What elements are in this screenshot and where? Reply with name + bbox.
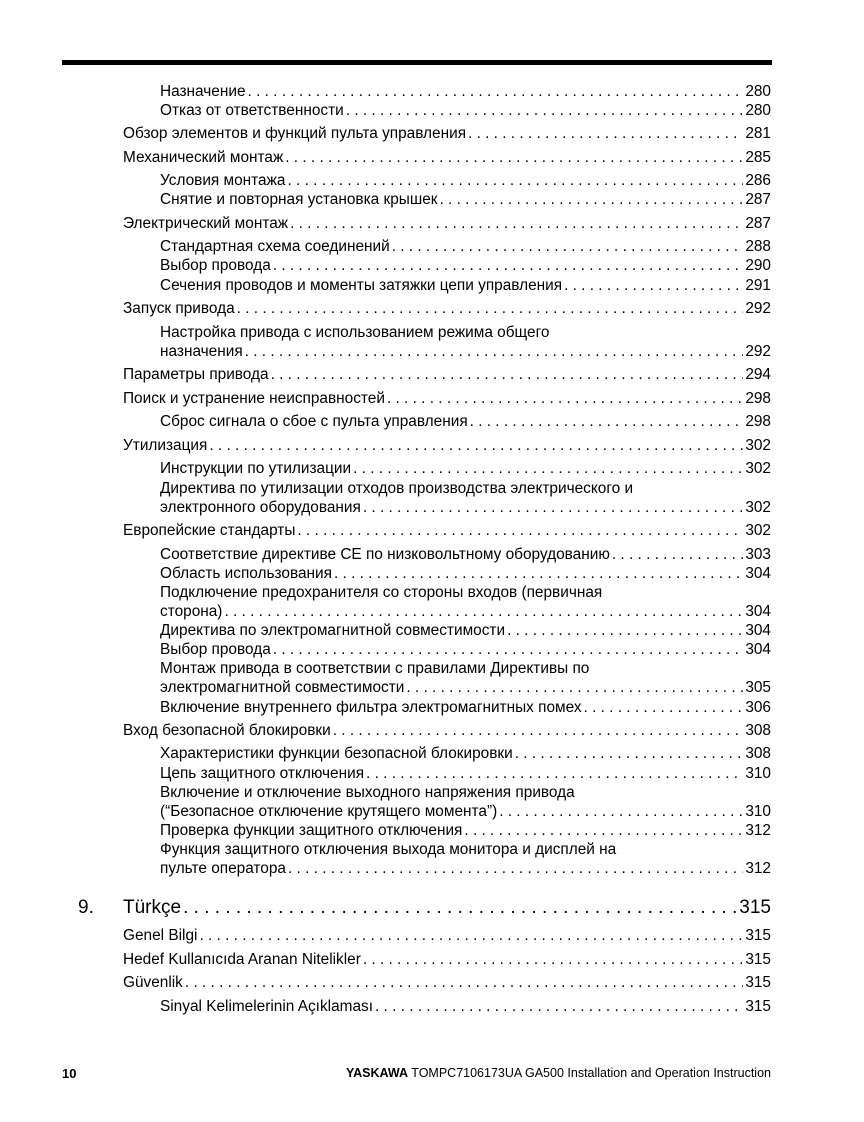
toc-entry[interactable] [123, 521, 771, 540]
toc-entry-title: Вход безопасной блокировки [123, 722, 331, 739]
toc-entry-title: Sinyal Kelimelerinin Açıklaması [160, 998, 373, 1015]
toc-entry-title: Директива по электромагнитной совместимости [160, 622, 506, 639]
toc-entry-page: 290 [745, 257, 771, 274]
chapter-title: Türkçe [123, 897, 182, 918]
toc-entry[interactable] [160, 237, 771, 256]
toc-entry-page: 302 [745, 522, 771, 539]
toc-entry-page: 308 [745, 722, 771, 739]
toc-entry[interactable] [160, 602, 771, 621]
toc-entry-page: 291 [745, 277, 771, 294]
toc-entry-page: 292 [745, 343, 771, 360]
top-rule [62, 60, 772, 65]
toc-entry[interactable] [160, 276, 771, 295]
toc-entry-title: Поиск и устранение неисправностей [123, 390, 385, 407]
toc-entry-page: 298 [745, 413, 771, 430]
toc-entry-page: 280 [745, 83, 771, 100]
toc-entry-title: Электрический монтаж [123, 215, 289, 232]
chapter-heading[interactable] [78, 896, 771, 919]
toc-entry[interactable] [160, 545, 771, 564]
toc-entry[interactable] [160, 764, 771, 783]
toc-entry-page: 315 [745, 998, 771, 1015]
toc-entry[interactable] [123, 148, 771, 167]
toc-entry[interactable] [160, 640, 771, 659]
toc-entry[interactable] [123, 721, 771, 740]
toc-entry-page: 302 [745, 460, 771, 477]
toc-entry-page: 312 [745, 860, 771, 877]
toc-entry-page: 304 [745, 603, 771, 620]
toc-entry-title: Запуск привода [123, 300, 235, 317]
toc-entry-title: Сброс сигнала о сбое с пульта управления [160, 413, 468, 430]
toc-entry-title: Характеристики функции безопасной блокировки [160, 745, 513, 762]
toc-entry-title: Выбор провода [160, 641, 271, 658]
toc-entry-page: 286 [745, 172, 771, 189]
toc-entry[interactable] [160, 101, 771, 120]
toc-entry[interactable] [160, 698, 771, 717]
toc-entry-page: 303 [745, 546, 771, 563]
toc-entry[interactable] [123, 299, 771, 318]
toc-entry-page: 305 [745, 679, 771, 696]
toc-entry[interactable] [123, 973, 771, 992]
toc-entry[interactable] [160, 821, 771, 840]
toc-entry-title: электромагнитной совместимости [160, 679, 405, 696]
toc-entry-title: Отказ от ответственности [160, 102, 344, 119]
toc-entry[interactable] [160, 82, 771, 101]
toc-entry[interactable] [123, 950, 771, 969]
toc-entry-page: 310 [745, 765, 771, 782]
toc-entry[interactable] [160, 859, 771, 878]
toc-entry-page: 304 [745, 641, 771, 658]
toc-entry-page: 315 [745, 927, 771, 944]
toc-entry-title: Сечения проводов и моменты затяжки цепи управления [160, 277, 563, 294]
toc-entry-title: Область использования [160, 565, 332, 582]
toc-entry-title: назначения [160, 343, 243, 360]
chapter-page: 315 [739, 897, 771, 918]
toc-entry-page: 315 [745, 951, 771, 968]
toc-entry-page: 302 [745, 437, 771, 454]
footer-page-number: 10 [62, 1066, 77, 1081]
footer-doc: TOMPC7106173UA GA500 Installation and Operation Instruction [411, 1066, 771, 1080]
toc-entry[interactable] [123, 124, 771, 143]
toc-entry-page: 288 [745, 238, 771, 255]
toc-entry-title: Hedef Kullanıcıda Aranan Nitelikler [123, 951, 361, 968]
toc-entry-page: 304 [745, 622, 771, 639]
toc-entry-title: Условия монтажа [160, 172, 286, 189]
toc-entry[interactable] [123, 436, 771, 455]
toc-entry[interactable] [160, 997, 771, 1016]
toc-entry[interactable] [160, 678, 771, 697]
toc-entry[interactable] [123, 214, 771, 233]
toc-entry-title: пульте оператора [160, 860, 286, 877]
toc-entry-title: Назначение [160, 83, 246, 100]
toc-entry-title-line1: Директива по утилизации отходов производства электрического и [160, 480, 634, 497]
toc-entry[interactable] [160, 564, 771, 583]
toc-entry-title: Механический монтаж [123, 149, 284, 166]
toc-entry-title: Проверка функции защитного отключения [160, 822, 463, 839]
toc-entry-title-line1: Включение и отключение выходного напряжения привода [160, 784, 575, 801]
toc-entry[interactable] [160, 621, 771, 640]
toc-entry-title: Genel Bilgi [123, 927, 198, 944]
toc-entry[interactable] [160, 498, 771, 517]
toc-entry-title: электронного оборудования [160, 499, 361, 516]
toc-entry[interactable] [160, 342, 771, 361]
toc-entry-title: Стандартная схема соединений [160, 238, 390, 255]
toc-entry[interactable] [123, 365, 771, 384]
toc-entry-page: 308 [745, 745, 771, 762]
toc-entry-title: Выбор провода [160, 257, 271, 274]
toc-entry-page: 298 [745, 390, 771, 407]
toc-entry-title: Европейские стандарты [123, 522, 296, 539]
toc-entry-page: 294 [745, 366, 771, 383]
toc-entry-page: 302 [745, 499, 771, 516]
toc-entry[interactable] [123, 389, 771, 408]
toc-entry[interactable] [160, 190, 771, 209]
toc-entry[interactable] [160, 171, 771, 190]
toc-entry[interactable] [160, 744, 771, 763]
toc-entry[interactable] [160, 412, 771, 431]
toc-entry-page: 306 [745, 699, 771, 716]
toc-entry[interactable] [123, 926, 771, 945]
footer-document-title [346, 1066, 771, 1080]
toc-entry-page: 315 [745, 974, 771, 991]
toc-entry-page: 281 [745, 125, 771, 142]
toc-entry-page: 287 [745, 215, 771, 232]
toc-entry-title: Соответствие директиве CE по низковольтному оборудованию [160, 546, 610, 563]
toc-entry-title-line1: Подключение предохранителя со стороны входов (первичная [160, 584, 603, 601]
toc-entry-page: 304 [745, 565, 771, 582]
toc-entry-title: Инструкции по утилизации [160, 460, 352, 477]
toc-entry-title-line1: Монтаж привода в соответствии с правилами Директивы по [160, 660, 590, 677]
toc-entry-page: 285 [745, 149, 771, 166]
toc-entry-page: 292 [745, 300, 771, 317]
toc-entry-title-line1: Настройка привода с использованием режима общего [160, 324, 550, 341]
chapter-number: 9. [78, 897, 94, 918]
toc-entry-page: 287 [745, 191, 771, 208]
footer-brand: YASKAWA [345, 1066, 409, 1080]
toc-entry-title: Обзор элементов и функций пульта управления [123, 125, 467, 142]
toc-entry-title: Параметры привода [123, 366, 269, 383]
toc-entry[interactable] [160, 802, 771, 821]
toc-entry-title: сторона) [160, 603, 223, 620]
toc-entry-title: Включение внутреннего фильтра электромагнитных помех [160, 699, 582, 716]
toc-entry[interactable] [160, 256, 771, 275]
toc-entry-page: 280 [745, 102, 771, 119]
toc-entry-title: Снятие и повторная установка крышек [160, 191, 438, 208]
toc-entry-title: Утилизация [123, 437, 208, 454]
toc-entry[interactable] [160, 459, 771, 478]
toc-entry-title: Цепь защитного отключения [160, 765, 365, 782]
toc-entry-page: 312 [745, 822, 771, 839]
toc-entry-title: Güvenlik [123, 974, 183, 991]
toc-entry-page: 310 [745, 803, 771, 820]
toc-entry-title-line1: Функция защитного отключения выхода монитора и дисплей на [160, 841, 617, 858]
toc-entry-title: (“Безопасное отключение крутящего момента”) [160, 803, 498, 820]
